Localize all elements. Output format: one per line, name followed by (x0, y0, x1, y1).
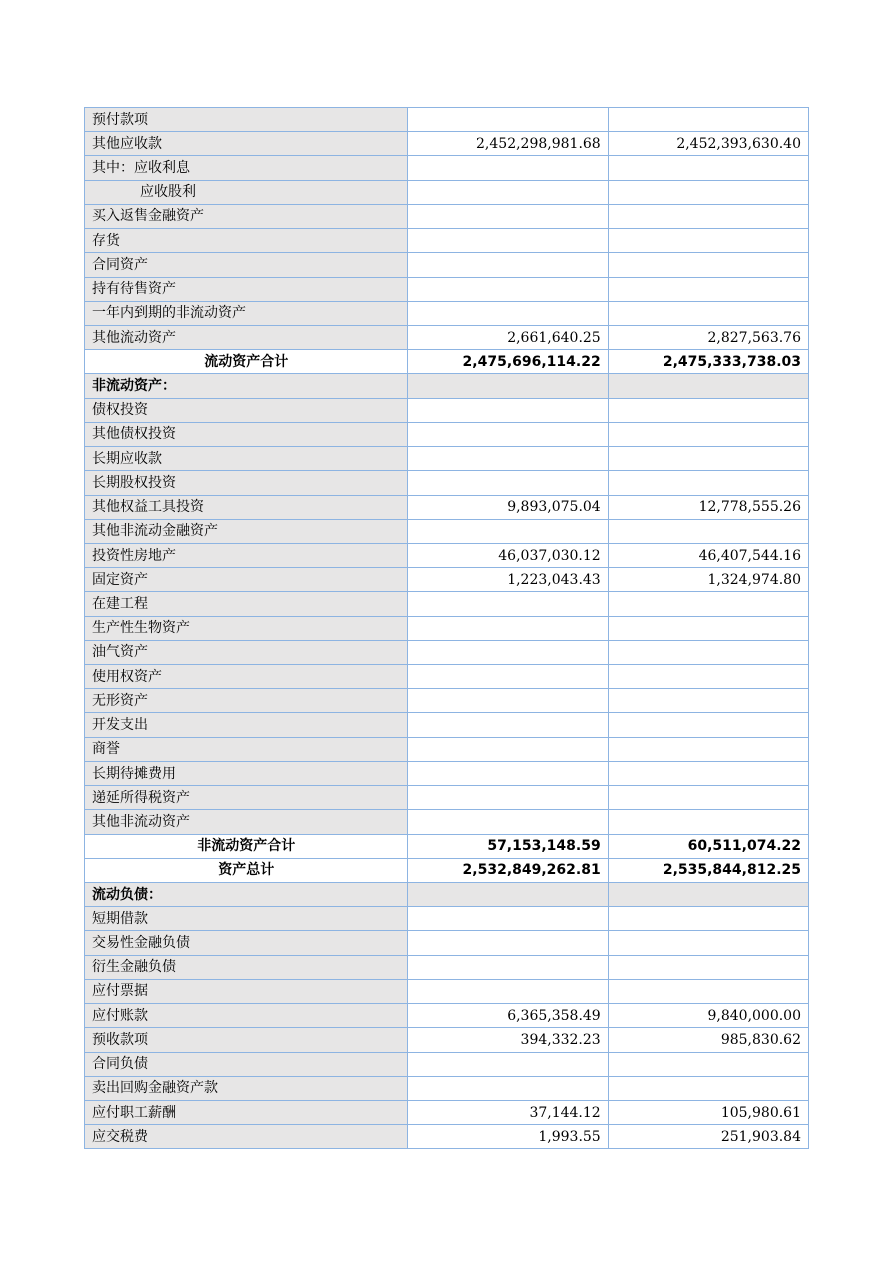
period-end-value (408, 955, 608, 979)
period-start-value (608, 447, 808, 471)
period-end-value (408, 979, 608, 1003)
table-row (85, 422, 809, 446)
period-end-value: 1,223,043.43 (408, 568, 608, 592)
table-row (85, 737, 809, 761)
period-start-value (608, 204, 808, 228)
period-start-value (608, 398, 808, 422)
table-row (85, 1004, 809, 1028)
row-label: 短期借款 (85, 907, 408, 931)
row-label: 油气资产 (85, 640, 408, 664)
row-label: 债权投资 (85, 398, 408, 422)
row-label: 生产性生物资产 (85, 616, 408, 640)
row-label: 交易性金融负债 (85, 931, 408, 955)
period-start-value (608, 907, 808, 931)
section-header-row (85, 883, 809, 907)
period-end-value: 37,144.12 (408, 1100, 608, 1124)
table-row (85, 495, 809, 519)
period-start-value: 2,452,393,630.40 (608, 132, 808, 156)
row-label: 长期股权投资 (85, 471, 408, 495)
period-end-value: 9,893,075.04 (408, 495, 608, 519)
period-start-value: 1,324,974.80 (608, 568, 808, 592)
period-end-value: 394,332.23 (408, 1028, 608, 1052)
table-row (85, 931, 809, 955)
row-label: 非流动资产合计 (85, 834, 408, 858)
table-row (85, 665, 809, 689)
period-end-value (408, 447, 608, 471)
period-start-value: 2,827,563.76 (608, 325, 808, 349)
row-label: 其他流动资产 (85, 325, 408, 349)
row-label: 流动负债： (85, 883, 408, 907)
period-start-value: 251,903.84 (608, 1125, 808, 1149)
row-label: 卖出回购金融资产款 (85, 1076, 408, 1100)
period-start-value: 2,475,333,738.03 (608, 350, 808, 374)
period-start-value (608, 713, 808, 737)
row-label: 买入返售金融资产 (85, 204, 408, 228)
table-row (85, 568, 809, 592)
period-start-value (608, 519, 808, 543)
period-start-value (608, 665, 808, 689)
period-end-value (408, 616, 608, 640)
period-start-value (608, 737, 808, 761)
table-row (85, 132, 809, 156)
row-label: 其中：应收利息 (85, 156, 408, 180)
row-label: 应付账款 (85, 1004, 408, 1028)
balance-sheet-body (85, 108, 809, 1149)
period-end-value (408, 761, 608, 785)
period-end-value (408, 108, 608, 132)
row-label: 应交税费 (85, 1125, 408, 1149)
table-row (85, 810, 809, 834)
period-start-value (608, 422, 808, 446)
table-row (85, 180, 809, 204)
period-start-value (608, 931, 808, 955)
period-start-value: 60,511,074.22 (608, 834, 808, 858)
period-end-value (408, 277, 608, 301)
table-row (85, 907, 809, 931)
period-end-value (408, 374, 608, 398)
period-end-value: 2,452,298,981.68 (408, 132, 608, 156)
row-label: 在建工程 (85, 592, 408, 616)
period-start-value: 46,407,544.16 (608, 543, 808, 567)
period-end-value (408, 1076, 608, 1100)
period-end-value: 57,153,148.59 (408, 834, 608, 858)
period-end-value (408, 204, 608, 228)
period-end-value (408, 471, 608, 495)
period-start-value (608, 979, 808, 1003)
table-row (85, 204, 809, 228)
period-end-value (408, 883, 608, 907)
period-end-value (408, 1052, 608, 1076)
period-start-value (608, 108, 808, 132)
table-row (85, 616, 809, 640)
period-start-value (608, 616, 808, 640)
table-row (85, 543, 809, 567)
period-end-value (408, 156, 608, 180)
period-end-value (408, 713, 608, 737)
period-end-value: 1,993.55 (408, 1125, 608, 1149)
period-end-value: 46,037,030.12 (408, 543, 608, 567)
period-start-value (608, 301, 808, 325)
period-start-value (608, 1076, 808, 1100)
period-start-value (608, 156, 808, 180)
period-end-value (408, 665, 608, 689)
section-header-row (85, 374, 809, 398)
table-row (85, 1125, 809, 1149)
table-row (85, 1100, 809, 1124)
table-row (85, 519, 809, 543)
row-label: 长期应收款 (85, 447, 408, 471)
table-row (85, 1028, 809, 1052)
period-end-value: 2,661,640.25 (408, 325, 608, 349)
row-label: 衍生金融负债 (85, 955, 408, 979)
table-row (85, 713, 809, 737)
row-label: 其他非流动资产 (85, 810, 408, 834)
period-start-value (608, 277, 808, 301)
period-end-value (408, 253, 608, 277)
period-start-value (608, 640, 808, 664)
row-label: 固定资产 (85, 568, 408, 592)
period-end-value (408, 229, 608, 253)
row-label: 商誉 (85, 737, 408, 761)
period-end-value (408, 640, 608, 664)
row-label: 使用权资产 (85, 665, 408, 689)
period-end-value: 2,532,849,262.81 (408, 858, 608, 882)
table-row (85, 471, 809, 495)
row-label: 递延所得税资产 (85, 786, 408, 810)
period-start-value: 12,778,555.26 (608, 495, 808, 519)
table-row (85, 592, 809, 616)
subtotal-row (85, 834, 809, 858)
row-label: 应付职工薪酬 (85, 1100, 408, 1124)
table-row (85, 447, 809, 471)
period-start-value (608, 229, 808, 253)
period-end-value (408, 810, 608, 834)
table-row (85, 277, 809, 301)
table-row (85, 1052, 809, 1076)
table-row (85, 979, 809, 1003)
table-row (85, 1076, 809, 1100)
subtotal-row (85, 350, 809, 374)
period-start-value (608, 471, 808, 495)
table-row (85, 325, 809, 349)
row-label: 非流动资产： (85, 374, 408, 398)
period-start-value (608, 180, 808, 204)
period-end-value (408, 301, 608, 325)
period-start-value: 2,535,844,812.25 (608, 858, 808, 882)
period-start-value (608, 883, 808, 907)
subtotal-row (85, 858, 809, 882)
table-row (85, 689, 809, 713)
period-end-value (408, 907, 608, 931)
period-end-value (408, 737, 608, 761)
period-end-value: 2,475,696,114.22 (408, 350, 608, 374)
row-label: 存货 (85, 229, 408, 253)
row-label: 其他权益工具投资 (85, 495, 408, 519)
row-label: 其他非流动金融资产 (85, 519, 408, 543)
period-end-value: 6,365,358.49 (408, 1004, 608, 1028)
table-row (85, 398, 809, 422)
period-start-value (608, 592, 808, 616)
row-label: 预收款项 (85, 1028, 408, 1052)
period-end-value (408, 180, 608, 204)
table-row (85, 229, 809, 253)
row-label: 其他应收款 (85, 132, 408, 156)
row-label: 合同负债 (85, 1052, 408, 1076)
row-label: 应付票据 (85, 979, 408, 1003)
period-end-value (408, 689, 608, 713)
period-end-value (408, 931, 608, 955)
row-label: 一年内到期的非流动资产 (85, 301, 408, 325)
row-label: 应收股利 (85, 180, 408, 204)
table-row (85, 955, 809, 979)
table-row (85, 156, 809, 180)
row-label: 其他债权投资 (85, 422, 408, 446)
row-label: 持有待售资产 (85, 277, 408, 301)
period-end-value (408, 592, 608, 616)
table-row (85, 253, 809, 277)
period-end-value (408, 786, 608, 810)
period-start-value (608, 786, 808, 810)
row-label: 合同资产 (85, 253, 408, 277)
row-label: 无形资产 (85, 689, 408, 713)
period-end-value (408, 519, 608, 543)
period-start-value (608, 955, 808, 979)
period-start-value: 105,980.61 (608, 1100, 808, 1124)
row-label: 投资性房地产 (85, 543, 408, 567)
period-start-value (608, 810, 808, 834)
period-end-value (408, 422, 608, 446)
period-end-value (408, 398, 608, 422)
period-start-value (608, 761, 808, 785)
period-start-value: 9,840,000.00 (608, 1004, 808, 1028)
table-row (85, 640, 809, 664)
period-start-value (608, 1052, 808, 1076)
table-row (85, 108, 809, 132)
period-start-value (608, 374, 808, 398)
row-label: 开发支出 (85, 713, 408, 737)
table-row (85, 761, 809, 785)
period-start-value (608, 689, 808, 713)
period-start-value: 985,830.62 (608, 1028, 808, 1052)
balance-sheet-table (84, 107, 809, 1149)
row-label: 流动资产合计 (85, 350, 408, 374)
table-row (85, 301, 809, 325)
row-label: 资产总计 (85, 858, 408, 882)
row-label: 预付款项 (85, 108, 408, 132)
row-label: 长期待摊费用 (85, 761, 408, 785)
period-start-value (608, 253, 808, 277)
table-row (85, 786, 809, 810)
